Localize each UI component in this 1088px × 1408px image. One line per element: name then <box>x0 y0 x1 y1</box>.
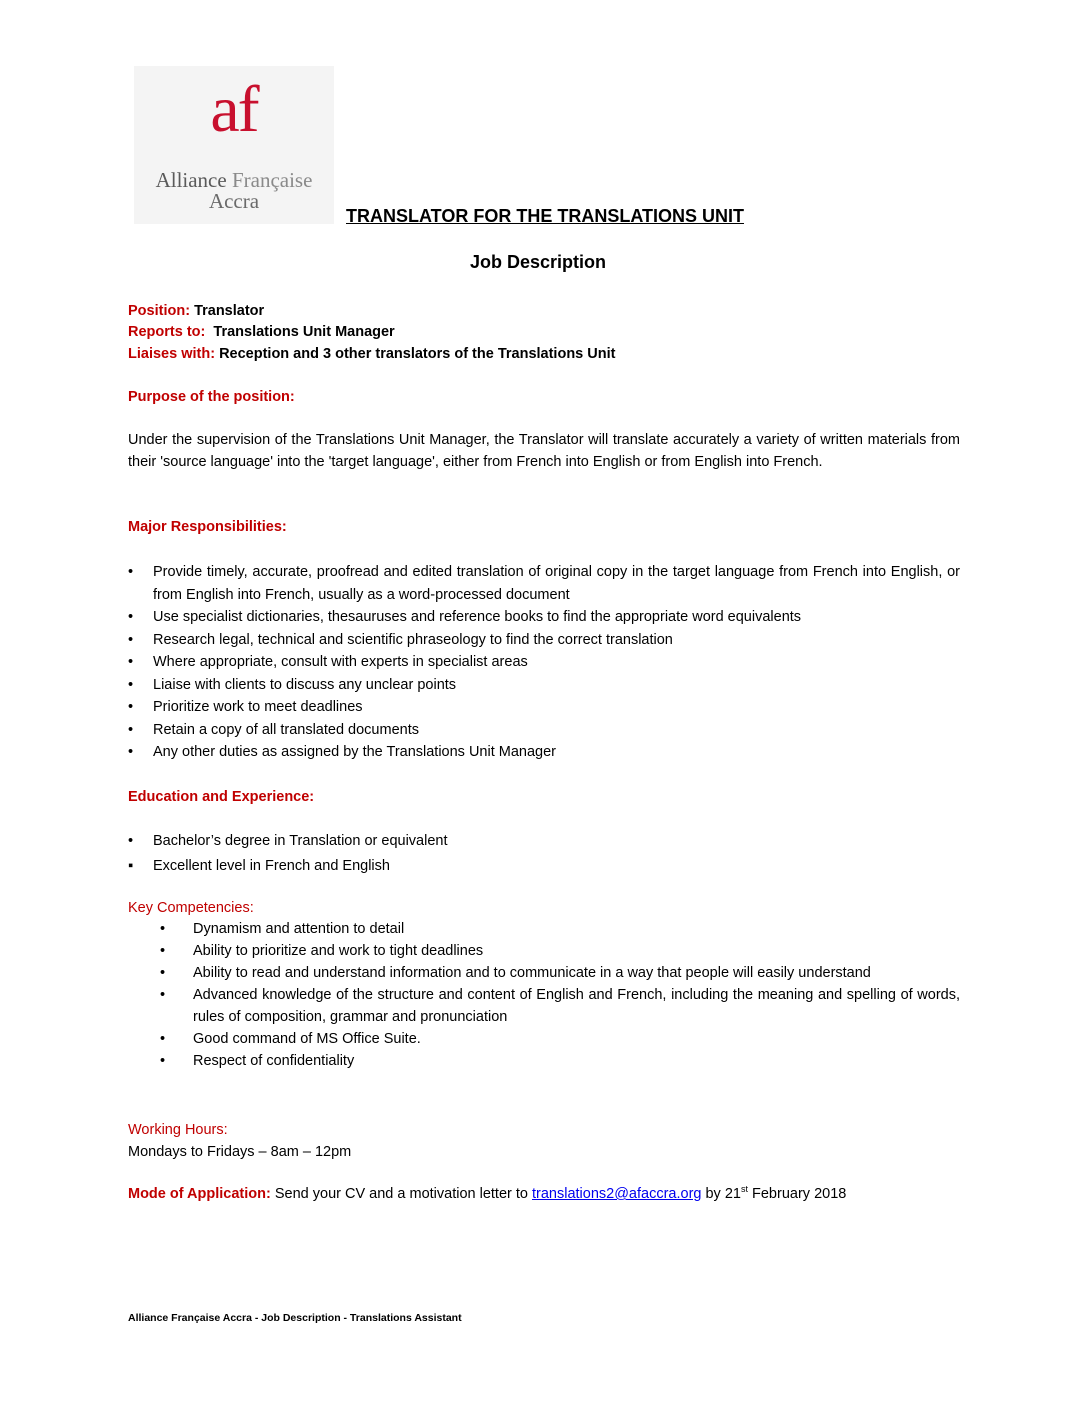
document-title: TRANSLATOR FOR THE TRANSLATIONS UNIT <box>346 206 744 226</box>
liaises-with-line: Liaises with: Reception and 3 other translators of the Translations Unit <box>128 346 616 362</box>
af-logo-mark: af <box>210 73 258 146</box>
list-item: • Any other duties as assigned by the Translations Unit Manager <box>128 744 557 760</box>
responsibilities-list <box>128 561 960 764</box>
list-item: • Ability to read and understand information and to communicate in a way that people will easily understand <box>160 965 871 981</box>
reports-to-line: Reports to: Translations Unit Manager <box>128 324 395 340</box>
list-item: • Retain a copy of all translated documents <box>128 721 419 738</box>
logo-city: Accra <box>208 189 260 213</box>
list-item: • Ability to prioritize and work to tight deadlines <box>160 943 484 959</box>
list-item: • Advanced knowledge of the structure and content of English and French, including the meaning and spelling of words, rules of composition, grammar and pronunciation <box>160 987 960 1025</box>
list-item: • Good command of MS Office Suite. <box>160 1031 421 1047</box>
application-email-link[interactable]: translations2@afaccra.org <box>532 1186 702 1202</box>
responsibilities-heading: Major Responsibilities: <box>128 519 287 535</box>
list-item: • Dynamism and attention to detail <box>160 921 405 937</box>
list-item: • Use specialist dictionaries, thesauruses and reference books to find the appropriate word equivalents <box>128 609 802 625</box>
competencies-list <box>160 918 960 1072</box>
working-hours-heading: Working Hours: <box>128 1122 228 1138</box>
document-subtitle: Job Description <box>470 252 607 272</box>
list-item: • Research legal, technical and scientific phraseology to find the correct translation <box>128 631 673 648</box>
list-item: • Bachelor’s degree in Translation or equivalent <box>128 833 448 849</box>
purpose-heading: Purpose of the position: <box>128 389 295 405</box>
application-line: Mode of Application: Send your CV and a motivation letter to translations2@afaccra.org by 21st February 2018 <box>128 1184 847 1202</box>
purpose-text: Under the supervision of the Translations Unit Manager, the Translator will translate accurately a variety of written materials from their 'source language' into the 'target language', either from French into English or from English into French. <box>128 432 960 470</box>
competencies-heading: Key Competencies: <box>128 900 254 916</box>
list-item: ▪ Excellent level in French and English <box>128 858 390 874</box>
working-hours-text: Mondays to Fridays – 8am – 12pm <box>128 1144 352 1160</box>
list-item: • Provide timely, accurate, proofread and edited translation of original copy in the target language from French into English, or from English into French, usually as a word-processed document <box>128 564 960 603</box>
list-item: • Where appropriate, consult with experts in specialist areas <box>128 654 528 670</box>
position-line: Position: Translator <box>128 303 265 319</box>
education-list <box>128 829 960 879</box>
list-item: • Respect of confidentiality <box>160 1053 355 1069</box>
alliance-francaise-logo <box>134 66 334 224</box>
education-heading: Education and Experience: <box>128 789 315 805</box>
list-item: • Liaise with clients to discuss any unclear points <box>128 676 457 693</box>
logo-name: Alliance Française <box>155 168 313 192</box>
list-item: • Prioritize work to meet deadlines <box>128 699 363 715</box>
page-footer: Alliance Française Accra - Job Description - Translations Assistant <box>128 1312 462 1324</box>
